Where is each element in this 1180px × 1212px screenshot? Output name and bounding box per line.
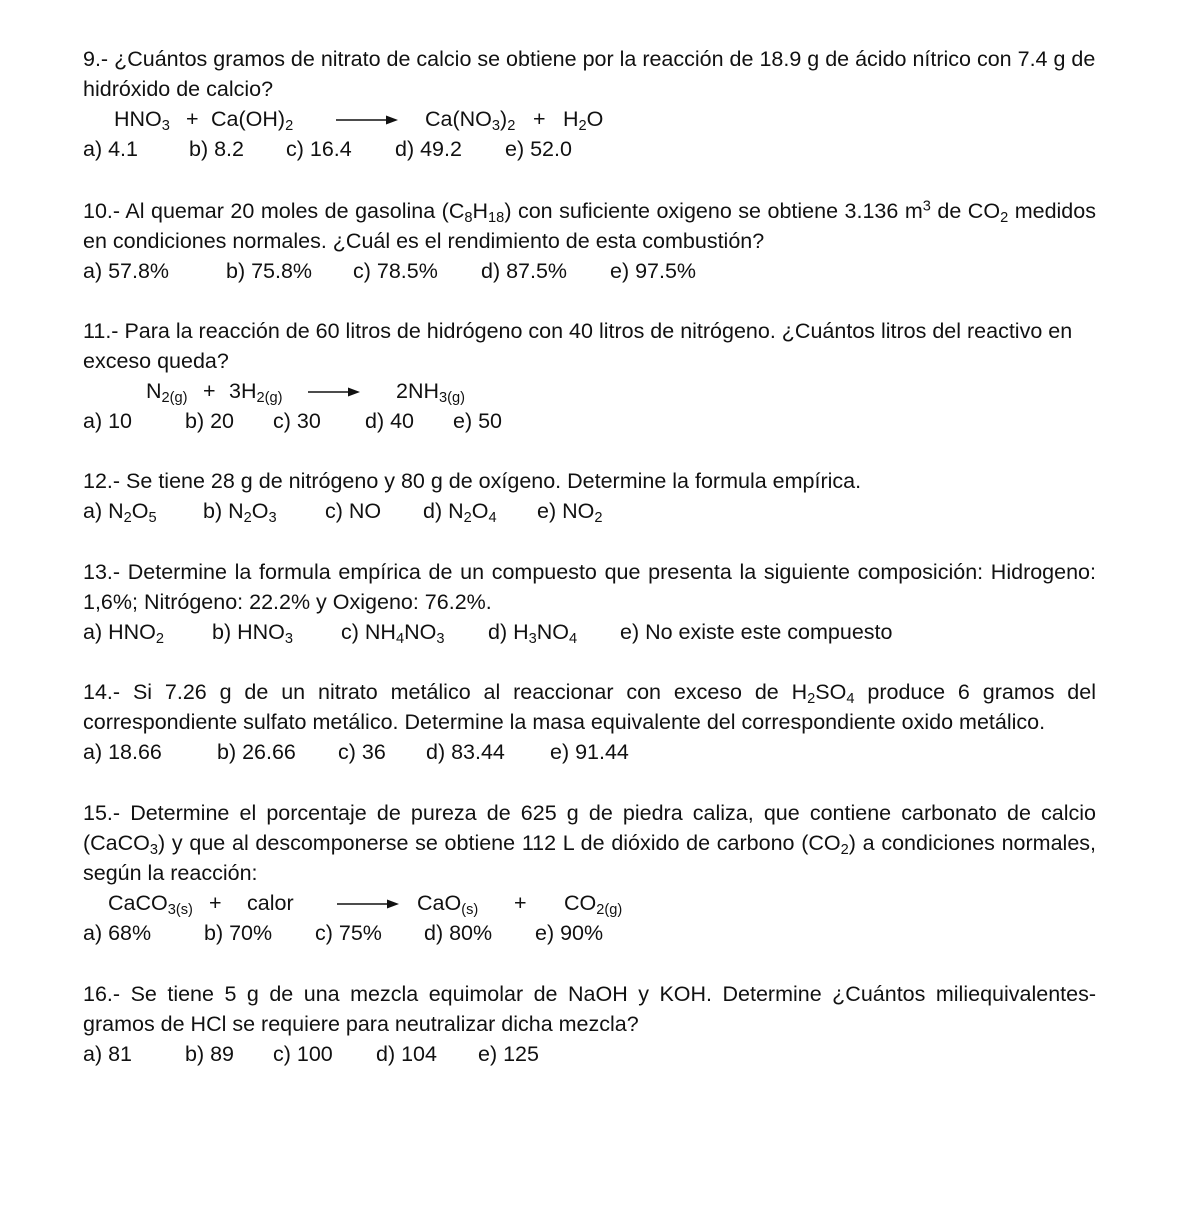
answer-options [83, 1039, 1096, 1069]
question-text: 15.- Determine el porcentaje de pureza de 625 g de piedra caliza, que contiene carbonato de calcio (CaCO$_3$) y que al descomponerse se obtiene 112 L de dióxido de carbono $(CO_2)$ a condiciones normales, según la reacción: [83, 801, 1096, 885]
question-number: 10.- [83, 199, 121, 223]
option-c[interactable]: c) 16.4 [286, 137, 352, 161]
question-15 [83, 798, 1096, 948]
option-a[interactable]: a) 57.8% [83, 259, 170, 283]
question-body: Determine la formula empírica de un compuesto que presenta la siguiente composición: Hidrogeno: 1,6%; Nitrógeno: 22.2% y Oxigeno: 76.2%. [83, 560, 1096, 614]
question-body: ¿Cuántos gramos de nitrato de calcio se obtiene por la reacción de 18.9 g de ácido nítrico con 7.4 g de hidróxido de calcio? [83, 47, 1096, 101]
question-number: 15.- [83, 801, 121, 825]
plus-sign: + [209, 891, 222, 915]
reactant-1: $HNO_3$ [114, 107, 170, 135]
question-16 [83, 979, 1096, 1069]
option-b[interactable]: b) 26.66 [217, 740, 296, 764]
question-9 [83, 44, 1096, 164]
reactant-2: $3H_{2(g)}$ [229, 379, 283, 407]
product-1: $Ca(NO_3)_2$ [425, 107, 516, 135]
answer-options [83, 918, 1096, 948]
question-text: 14.- Si 7.26 g de un nitrato metálico al reaccionar con exceso de $H_2SO_4$ produce 6 gramos del correspondiente sulfato metálico. Determine la masa equivalente del correspondiente oxido metálico. [83, 680, 1096, 734]
option-a[interactable]: a) 10 [83, 409, 133, 433]
question-13 [83, 557, 1096, 647]
question-body: Para la reacción de 60 litros de hidrógeno con 40 litros de nitrógeno. ¿Cuántos litros del reactivo en exceso queda? [83, 319, 1073, 373]
question-number: 16.- [83, 982, 121, 1006]
option-c[interactable]: c) 30 [273, 409, 321, 433]
option-d[interactable]: d) 87.5% [481, 259, 568, 283]
question-text [83, 466, 1096, 496]
question-number: 11.- [83, 319, 119, 343]
question-text [83, 316, 1096, 376]
option-b[interactable]: b) 75.8% [226, 259, 313, 283]
option-d[interactable]: d) $H_3NO_4$ [488, 620, 578, 648]
option-d[interactable]: d) 83.44 [426, 740, 505, 764]
option-c[interactable]: c) 100 [273, 1042, 333, 1066]
reactant-2: $Ca(OH)_2$ [211, 107, 294, 135]
reaction-arrow-icon [336, 104, 398, 134]
question-14 [83, 677, 1096, 767]
reaction-arrow-icon [337, 888, 399, 918]
question-body: Se tiene 5 g de una mezcla equimolar de NaOH y KOH. Determine ¿Cuántos miliequivalentes-gramos de HCl se requiere para neutralizar dicha mezcla? [83, 982, 1097, 1036]
question-11 [83, 316, 1096, 436]
reactant-2: calor [247, 891, 294, 915]
option-d[interactable]: d) $N_2O_4$ [423, 499, 497, 527]
question-text [83, 557, 1096, 617]
product-1: CaO$_{(s)}$ [417, 891, 479, 919]
product-1: $2NH_{3(g)}$ [396, 379, 465, 407]
option-b[interactable]: b) 70% [204, 921, 273, 945]
answer-options [83, 406, 1096, 436]
option-a[interactable]: a) 18.66 [83, 740, 162, 764]
option-e[interactable]: e) 90% [535, 921, 604, 945]
question-number: 14.- [83, 680, 121, 704]
option-d[interactable]: d) 49.2 [395, 137, 462, 161]
plus-sign: + [186, 107, 199, 131]
question-body: Se tiene 28 g de nitrógeno y 80 g de oxígeno. Determine la formula empírica. [126, 469, 862, 493]
plus-sign: + [533, 107, 546, 131]
option-e[interactable]: e) 52.0 [505, 137, 572, 161]
option-b[interactable]: b) $HNO_3$ [212, 620, 294, 648]
question-text [83, 979, 1096, 1039]
question-number: 13.- [83, 560, 121, 584]
option-b[interactable]: b) $N_2O_3$ [203, 499, 277, 527]
answer-options [83, 496, 1096, 526]
option-c[interactable]: c) NO [325, 499, 382, 523]
question-text [83, 44, 1096, 104]
product-2: $H_2O$ [563, 107, 604, 135]
answer-options [83, 134, 1096, 164]
product-2: $CO_{2(g)}$ [564, 891, 623, 919]
option-e[interactable]: e) $NO_2$ [537, 499, 603, 527]
option-e[interactable]: e) 125 [478, 1042, 539, 1066]
option-a[interactable]: a) $N_2O_5$ [83, 499, 157, 527]
question-text: 10.- Al quemar 20 moles de gasolina $(C_8H_{18})$ con suficiente oxigeno se obtiene 3.136 $m^3$ de $CO_2$ medidos en condiciones normales. ¿Cuál es el rendimiento de esta combustión? [83, 198, 1096, 253]
option-c[interactable]: c) 78.5% [353, 259, 438, 283]
option-e[interactable]: e) No existe este compuesto [620, 620, 893, 644]
chemical-equation [83, 888, 1096, 918]
option-a[interactable]: a) 4.1 [83, 137, 138, 161]
option-b[interactable]: b) 8.2 [189, 137, 244, 161]
answer-options [83, 617, 1096, 647]
answer-options [83, 737, 1096, 767]
question-number: 12.- [83, 469, 121, 493]
option-c[interactable]: c) 75% [315, 921, 382, 945]
option-a[interactable]: a) $HNO_2$ [83, 620, 165, 648]
reaction-arrow-icon [308, 376, 360, 406]
option-e[interactable]: e) 97.5% [610, 259, 697, 283]
option-b[interactable]: b) 20 [185, 409, 235, 433]
plus-sign: + [203, 379, 216, 403]
option-d[interactable]: d) 104 [376, 1042, 437, 1066]
option-e[interactable]: e) 50 [453, 409, 503, 433]
option-a[interactable]: a) 68% [83, 921, 152, 945]
option-d[interactable]: d) 40 [365, 409, 415, 433]
plus-sign: + [514, 891, 527, 915]
reactant-1: $N_{2(g)}$ [146, 379, 188, 407]
option-e[interactable]: e) 91.44 [550, 740, 629, 764]
option-c[interactable]: c) $NH_4NO_3$ [341, 620, 445, 648]
chemical-equation [83, 376, 1096, 406]
question-12 [83, 466, 1096, 526]
option-a[interactable]: a) 81 [83, 1042, 133, 1066]
option-c[interactable]: c) 36 [338, 740, 386, 764]
option-d[interactable]: d) 80% [424, 921, 493, 945]
option-b[interactable]: b) 89 [185, 1042, 235, 1066]
reactant-1: CaCO$_{3(s)}$ [108, 891, 193, 919]
chemical-equation [83, 104, 1096, 134]
question-number: 9.- [83, 47, 109, 71]
answer-options [83, 256, 1096, 286]
question-10 [83, 196, 1096, 286]
